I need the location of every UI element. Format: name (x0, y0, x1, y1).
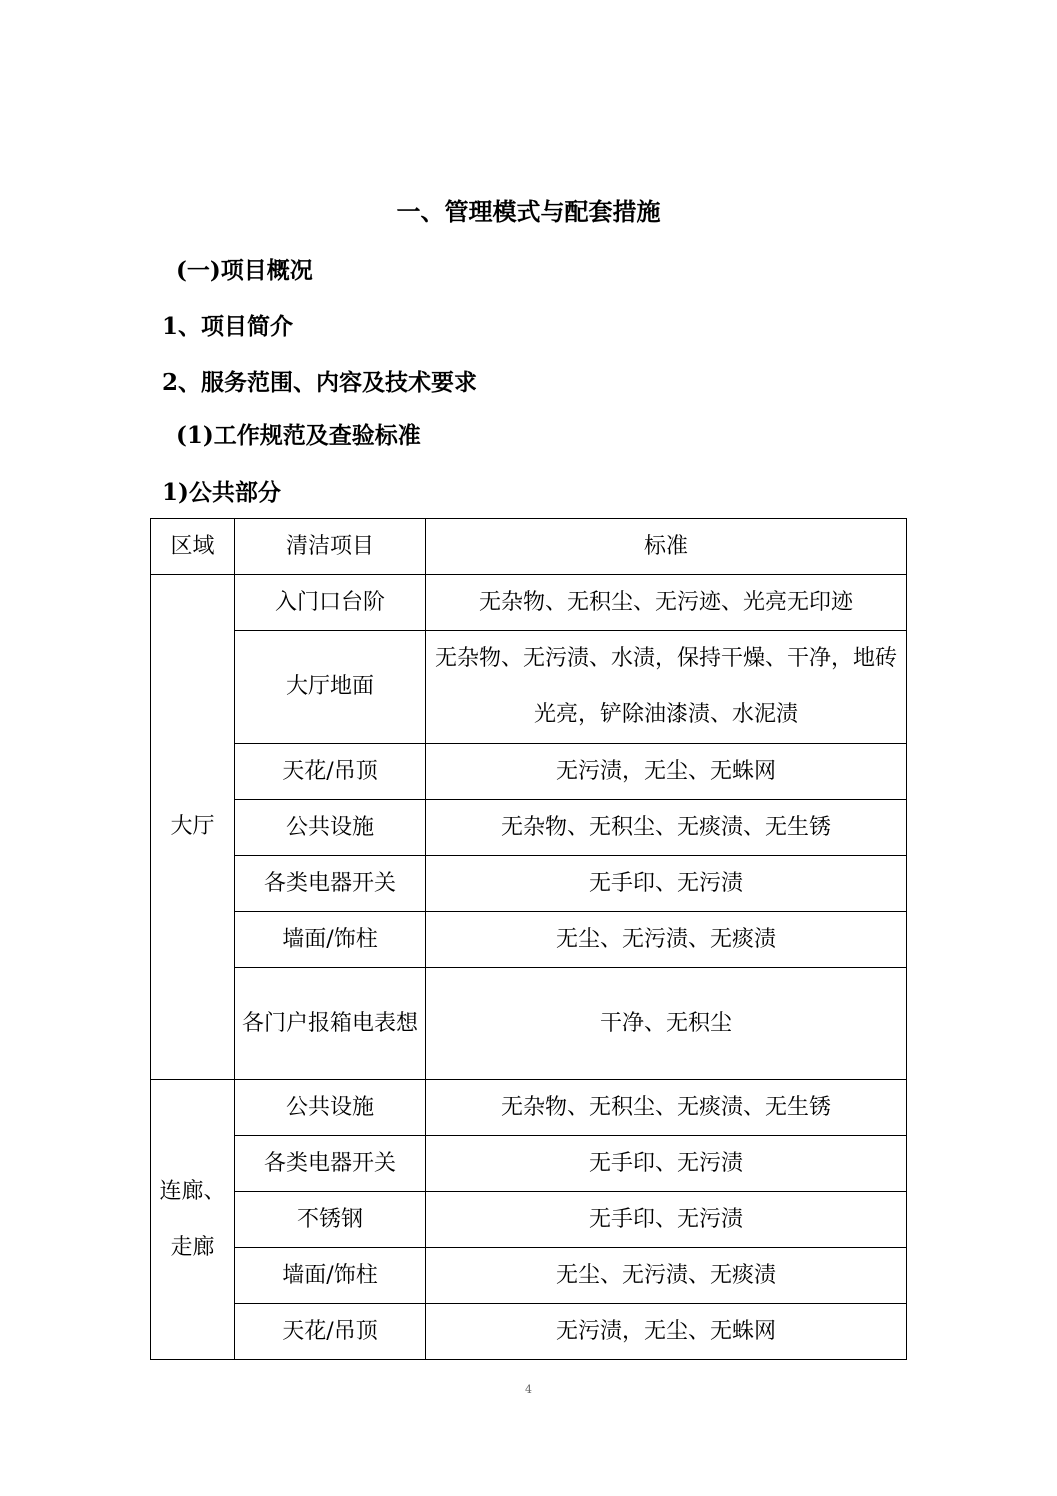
item-cell: 入门口台阶 (235, 575, 426, 631)
table-row (151, 856, 907, 912)
standard-cell: 无污渍，无尘、无蛛网 (426, 1304, 907, 1360)
standard-cell: 无手印、无污渍 (426, 1192, 907, 1248)
standard-cell: 干净、无积尘 (426, 968, 907, 1080)
item-cell: 不锈钢 (235, 1192, 426, 1248)
page-number: 4 (525, 1383, 532, 1396)
header-cell-area: 区域 (151, 519, 235, 575)
item-cell: 墙面/饰柱 (235, 1248, 426, 1304)
standard-cell: 无手印、无污渍 (426, 1136, 907, 1192)
table-row (151, 1136, 907, 1192)
table-header-row (151, 519, 907, 575)
table-row (151, 1304, 907, 1360)
standard-cell: 无尘、无污渍、无痰渍 (426, 912, 907, 968)
standard-cell: 无杂物、无积尘、无痰渍、无生锈 (426, 1080, 907, 1136)
item-cell: 各类电器开关 (235, 856, 426, 912)
item-cell: 天花/吊顶 (235, 1304, 426, 1360)
table-row (151, 912, 907, 968)
standard-cell: 无手印、无污渍 (426, 856, 907, 912)
standard-cell: 无杂物、无污渍、水渍，保持干燥、干净，地砖光亮，铲除油漆渍、水泥渍 (426, 631, 907, 744)
item-cell: 公共设施 (235, 1080, 426, 1136)
table-row (151, 800, 907, 856)
table-row (151, 744, 907, 800)
table-row (151, 631, 907, 744)
item-cell: 大厅地面 (235, 631, 426, 744)
standard-cell: 无尘、无污渍、无痰渍 (426, 1248, 907, 1304)
table-row (151, 1080, 907, 1136)
cleaning-standards-table (150, 518, 907, 1360)
standard-cell: 无杂物、无积尘、无痰渍、无生锈 (426, 800, 907, 856)
area-cell-corridor: 连廊、走廊 (151, 1080, 235, 1360)
item-cell: 公共设施 (235, 800, 426, 856)
item-cell: 天花/吊顶 (235, 744, 426, 800)
table-row (151, 575, 907, 631)
header-cell-item: 清洁项目 (235, 519, 426, 575)
page-title: 一、管理模式与配套措施 (396, 197, 661, 226)
item-cell: 各门户报箱电表想 (235, 968, 426, 1080)
standard-cell: 无污渍，无尘、无蛛网 (426, 744, 907, 800)
table-row (151, 1248, 907, 1304)
section-heading-work-standards: (1)工作规范及查验标准 (176, 422, 421, 449)
item-cell: 各类电器开关 (235, 1136, 426, 1192)
item-cell: 墙面/饰柱 (235, 912, 426, 968)
section-heading-project-overview: (一)项目概况 (176, 257, 313, 284)
table-row (151, 1192, 907, 1248)
standard-cell: 无杂物、无积尘、无污迹、光亮无印迹 (426, 575, 907, 631)
header-cell-standard: 标准 (426, 519, 907, 575)
section-heading-service-scope: 2、服务范围、内容及技术要求 (162, 369, 478, 396)
section-heading-public-area: 1)公共部分 (162, 479, 281, 506)
section-heading-project-intro: 1、项目简介 (162, 313, 294, 340)
table-row (151, 968, 907, 1080)
area-cell-lobby: 大厅 (151, 575, 235, 1080)
